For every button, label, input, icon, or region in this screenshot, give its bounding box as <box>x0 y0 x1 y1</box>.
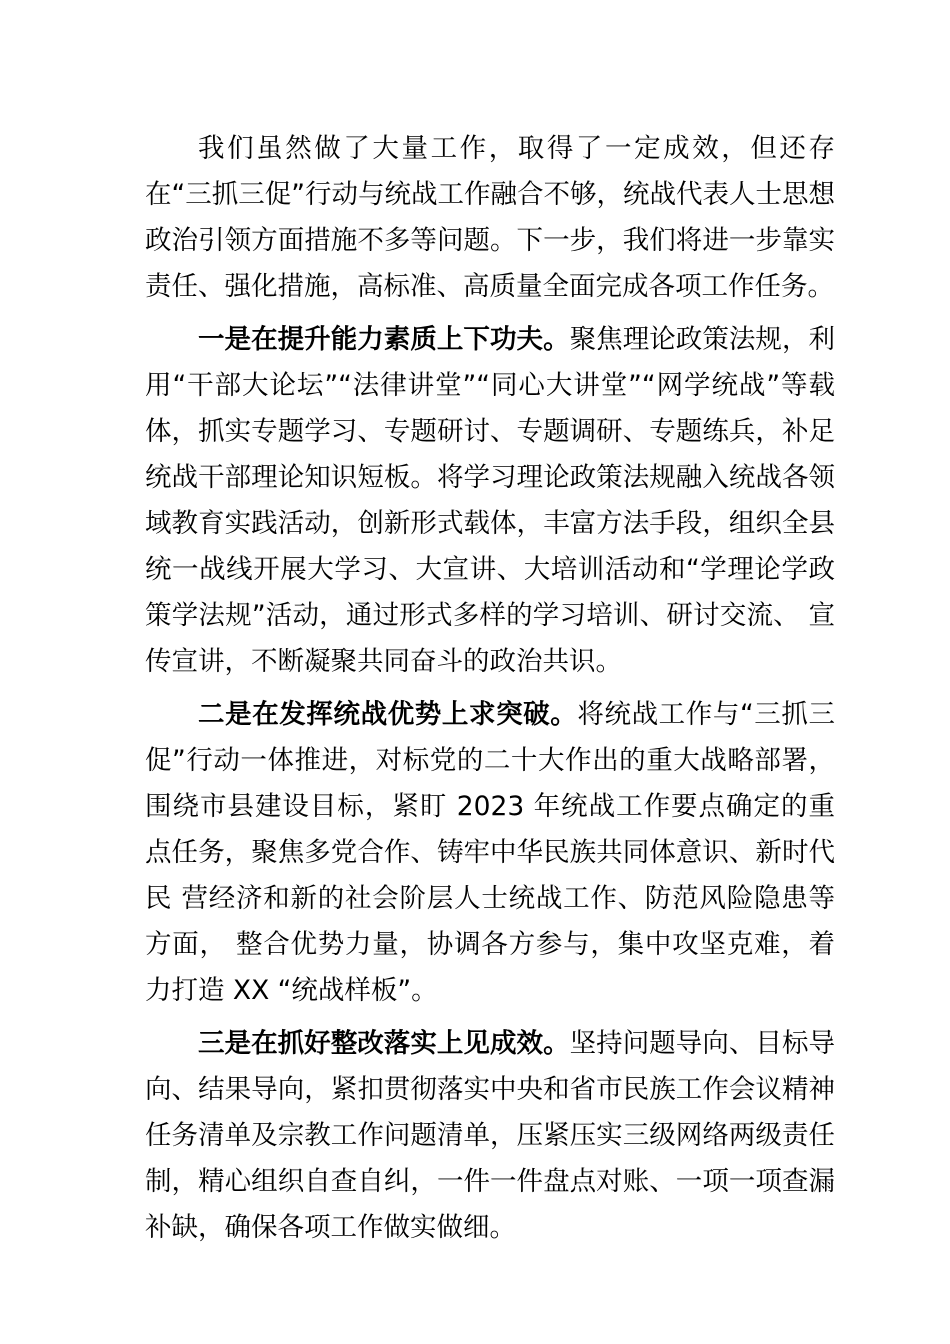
paragraph-text: 将统战工作与“三抓三促”行动一体推进，对标党的二十大作出的重大战略部署， 围绕市县建设目标，紧盯 2023 年统战工作要点确定的重点任务，聚焦多党合作、铸牢中华民族共同体意识、新时代民 营经济和新的社会阶层人士统战工作、防范风险隐患等方面， 整合优势力量，协调各方参与，集中攻坚克难，着力打造 XX “统战样板”。 <box>145 699 836 1006</box>
paragraph-ability <box>145 317 835 685</box>
paragraph-summary <box>145 126 835 310</box>
paragraph-lead: 一是在提升能力素质上下功夫。 <box>198 324 570 355</box>
paragraph-text: 我们虽然做了大量工作，取得了一定成效，但还存在“三抓三促”行动与统战工作融合不够，统战代表人士思想政治引领方面措施不多等问题。下一步，我们将进一步靠实责任、强化措施，高标准、高质量全面完成各项工作任务。 <box>145 133 835 302</box>
paragraph-lead: 三是在抓好整改落实上见成效。 <box>198 1028 570 1059</box>
paragraph-text: 聚焦理论政策法规，利用“干部大论坛”“法律讲堂”“同心大讲堂”“网学统战”等载体，抓实专题学习、专题研讨、专题调研、专题练兵，补足统战干部理论知识短板。将学习理论政策法规融入统战各领域教育实践活动，创新形式载体，丰富方法手段，组织全县统一战线开展大学习、大宣讲、大培训活动和“学理论学政策学法规”活动，通过形式多样的学习培训、研讨交流、 宣传宣讲，不断凝聚共同奋斗的政治共识。 <box>145 324 836 677</box>
document-page <box>145 126 835 1258</box>
paragraph-advantage <box>145 692 835 1014</box>
paragraph-rectification <box>145 1021 835 1251</box>
paragraph-lead: 二是在发挥统战优势上求突破。 <box>198 699 578 730</box>
paragraph-text: 坚持问题导向、目标导向、结果导向，紧扣贯彻落实中央和省市民族工作会议精神任务清单及宗教工作问题清单，压紧压实三级网络两级责任制，精心组织自查自纠，一件一件盘点对账、一项一项查漏补缺，确保各项工作做实做细。 <box>145 1028 836 1243</box>
